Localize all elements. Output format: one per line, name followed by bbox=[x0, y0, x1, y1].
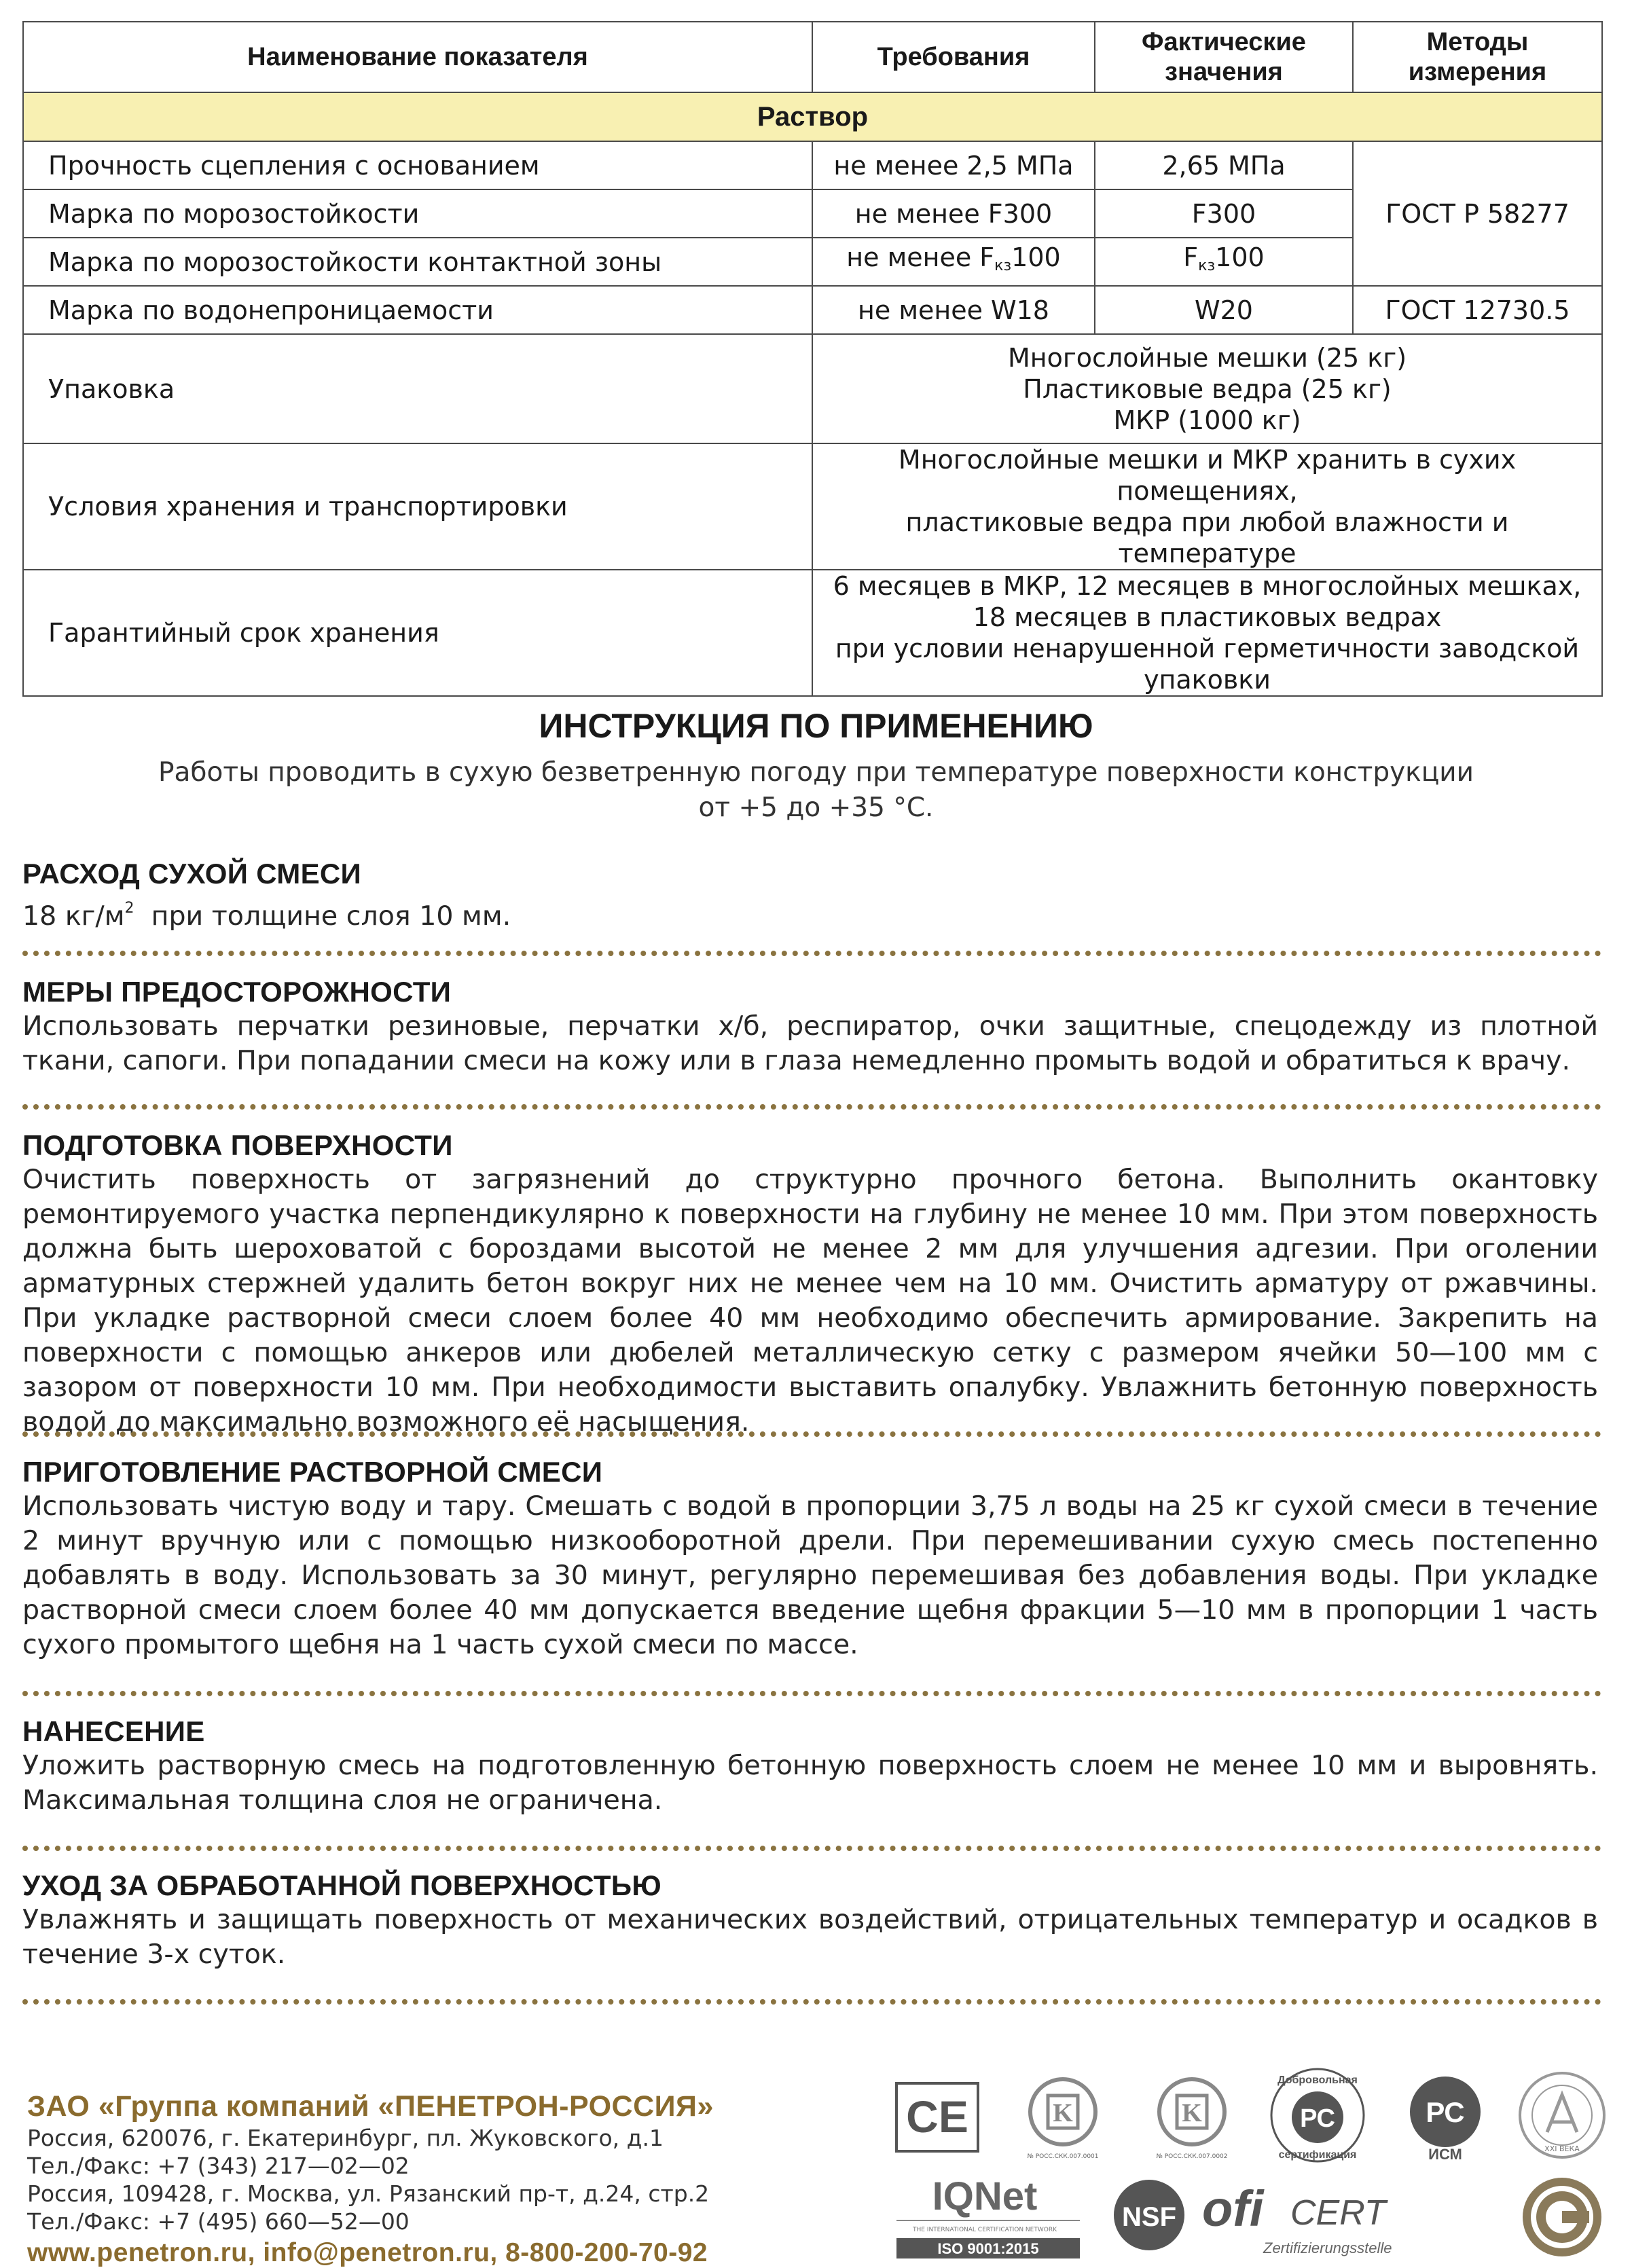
section-heading: МЕРЫ ПРЕДОСТОРОЖНОСТИ bbox=[22, 976, 452, 1008]
section-text: Использовать чистую воду и тару. Смешать с водой в пропорции 3,75 л воды на 25 кг сухой смеси в течение 2 минут вручную или с помощью низкооборотной дрели. При перемешивании сухую смесь постепенно добавлять в воду. Использовать за 30 минут, регулярно перемешивая без добавления воды. При укладке растворной смеси слоем более 40 мм допускается введение щебня фракции 5—10 мм в пропорции 1 часть сухого промытого щебня на 1 часть сухой смеси по массе. bbox=[22, 1490, 1598, 1660]
row-actual bbox=[1095, 238, 1353, 286]
ce-mark-icon bbox=[896, 2083, 978, 2151]
header-indicator: Наименование показателя bbox=[23, 22, 812, 92]
row-method-group: ГОСТ Р 58277 bbox=[1353, 141, 1602, 286]
phone-line: Тел./Факс: +7 (343) 217—02—02 bbox=[27, 2153, 410, 2179]
packaging-line: МКР (1000 кг) bbox=[1113, 405, 1301, 435]
section-heading: ПРИГОТОВЛЕНИЕ РАСТВОРНОЙ СМЕСИ bbox=[22, 1456, 603, 1488]
table-row-packaging bbox=[23, 334, 1602, 443]
warranty-line: 6 месяцев в МКР, 12 месяцев в многослойных мешках, bbox=[833, 571, 1582, 601]
oficert-sub: Zertifizierungsstelle bbox=[1263, 2239, 1392, 2256]
svg-text:K: K bbox=[1053, 2099, 1073, 2127]
section-surface bbox=[22, 1129, 1598, 1440]
cert-k-icon bbox=[1156, 2079, 1227, 2160]
spec-table bbox=[22, 21, 1603, 697]
section-heading: ПОДГОТОВКА ПОВЕРХНОСТИ bbox=[22, 1129, 453, 1161]
ism-icon bbox=[1410, 2077, 1481, 2163]
iqnet-icon bbox=[896, 2174, 1080, 2258]
row-name: Гарантийный срок хранения bbox=[23, 570, 812, 696]
svg-text:РС: РС bbox=[1300, 2104, 1335, 2133]
warranty-values bbox=[812, 570, 1602, 696]
section-heading: УХОД ЗА ОБРАБОТАННОЙ ПОВЕРХНОСТЬЮ bbox=[22, 1869, 661, 1901]
storage-values bbox=[812, 443, 1602, 570]
row-name: Марка по водонепроницаемости bbox=[23, 286, 812, 334]
section-precautions bbox=[22, 975, 1598, 1078]
row-name: Марка по морозостойкости bbox=[23, 189, 812, 238]
address-line: Россия, 109428, г. Москва, ул. Рязанский пр-т, д.24, стр.2 bbox=[27, 2180, 710, 2207]
section-text: Уложить растворную смесь на подготовленную бетонную поверхность слоем не менее 10 мм и выровнять. Максимальная толщина слоя не ограничена. bbox=[22, 1750, 1598, 1816]
intro-line: Работы проводить в сухую безветренную погоду при температуре поверхности конструкции bbox=[158, 757, 1474, 788]
fact-suffix: 100 bbox=[1215, 242, 1265, 272]
row-requirement: не менее F300 bbox=[812, 189, 1095, 238]
section-consumption bbox=[22, 857, 1598, 934]
cert-k-icon bbox=[1027, 2079, 1098, 2160]
iqnet-sub: THE INTERNATIONAL CERTIFICATION NETWORK bbox=[912, 2227, 1057, 2233]
section-title: Раствор bbox=[23, 92, 1602, 141]
nsf-text: NSF bbox=[1122, 2202, 1176, 2232]
gost-gear-icon bbox=[1523, 2178, 1601, 2256]
section-text: Увлажнять и защищать поверхность от механических воздействий, отрицательных температур и осадков в течение 3-х суток. bbox=[22, 1904, 1598, 1970]
row-name: Условия хранения и транспортировки bbox=[23, 443, 812, 570]
table-row-warranty bbox=[23, 570, 1602, 696]
iso-text: ISO 9001:2015 bbox=[937, 2240, 1039, 2257]
section-heading: НАНЕСЕНИЕ bbox=[22, 1715, 205, 1747]
iqnet-text: IQNet bbox=[932, 2174, 1038, 2218]
packaging-line: Многослойные мешки (25 кг) bbox=[1007, 342, 1407, 373]
ism-text: ИСМ bbox=[1428, 2146, 1462, 2163]
warranty-line: при условии ненарушенной герметичности заводской упаковки bbox=[835, 634, 1580, 695]
dotted-divider bbox=[22, 1104, 1601, 1110]
fact-prefix: F bbox=[1183, 242, 1199, 272]
svg-text:K: K bbox=[1182, 2099, 1202, 2127]
dotted-divider bbox=[22, 1846, 1601, 1851]
row-name: Упаковка bbox=[23, 334, 812, 443]
row-actual: W20 bbox=[1095, 286, 1353, 334]
row-name: Прочность сцепления с основанием bbox=[23, 141, 812, 189]
section-care bbox=[22, 1869, 1598, 1972]
storage-line: Многослойные мешки и МКР хранить в сухих помещениях, bbox=[898, 445, 1517, 506]
row-actual: F300 bbox=[1095, 189, 1353, 238]
ce-text: CE bbox=[906, 2091, 968, 2142]
req-prefix: не менее F bbox=[846, 242, 995, 272]
voluntary-top: Добровольная bbox=[1277, 2074, 1358, 2086]
warranty-line: 18 месяцев в пластиковых ведрах bbox=[973, 602, 1442, 632]
row-actual: 2,65 МПа bbox=[1095, 141, 1353, 189]
header-methods bbox=[1353, 22, 1602, 92]
section-row bbox=[23, 92, 1602, 141]
address-line: Россия, 620076, г. Екатеринбург, пл. Жуковского, д.1 bbox=[27, 2125, 664, 2151]
oficert-icon bbox=[1202, 2180, 1392, 2256]
instruction-intro bbox=[95, 755, 1537, 826]
voluntary-bottom: сертификация bbox=[1278, 2149, 1357, 2161]
dotted-divider bbox=[22, 951, 1601, 956]
cert-code: № РОСС.СКК.007.0001 bbox=[1027, 2153, 1099, 2160]
voluntary-cert-icon bbox=[1271, 2069, 1364, 2161]
consumption-value: 18 кг/м bbox=[22, 900, 125, 932]
table-row-storage bbox=[23, 443, 1602, 570]
consumption-tail: при толщине слоя 10 мм. bbox=[134, 900, 511, 932]
section-text: Использовать перчатки резиновые, перчатки х/б, респиратор, очки защитные, спецодежду из плотной ткани, сапоги. При попадании смеси на кожу или в глаза немедленно промыть водой и обратиться к врачу. bbox=[22, 1010, 1598, 1076]
storage-line: пластиковые ведра при любой влажности и температуре bbox=[905, 507, 1509, 568]
nsf-icon bbox=[1114, 2180, 1184, 2250]
row-requirement: не менее W18 bbox=[812, 286, 1095, 334]
dotted-divider bbox=[22, 1691, 1601, 1696]
oficert-cert: CERT bbox=[1290, 2193, 1386, 2233]
svg-text:РС: РС bbox=[1426, 2096, 1465, 2128]
row-requirement bbox=[812, 238, 1095, 286]
req-subscript: кз bbox=[994, 257, 1012, 274]
header-actual bbox=[1095, 22, 1353, 92]
header-actual-text: Фактические значения bbox=[1142, 28, 1306, 86]
certification-logos bbox=[883, 2064, 1616, 2261]
company-address bbox=[27, 2124, 709, 2235]
contacts-line: www.penetron.ru, info@penetron.ru, 8-800-200-70-92 bbox=[27, 2238, 708, 2267]
table-row bbox=[23, 141, 1602, 189]
row-method: ГОСТ 12730.5 bbox=[1353, 286, 1602, 334]
table-header-row bbox=[23, 22, 1602, 92]
company-name: ЗАО «Группа компаний «ПЕНЕТРОН-РОССИЯ» bbox=[27, 2090, 714, 2123]
quality-xxi-icon bbox=[1520, 2073, 1604, 2157]
dotted-divider bbox=[22, 1431, 1601, 1437]
section-mixing bbox=[22, 1455, 1598, 1662]
xxi-text: XXI ВЕКА bbox=[1544, 2144, 1580, 2153]
section-text: Очистить поверхность от загрязнений до структурно прочного бетона. Выполнить окантовку ремонтируемого участка перпендикулярно к поверхности на глубину не менее 10 мм. При этом поверхность должна быть шероховатой с бороздами высотой не менее 2 мм для улучшения адгезии. При оголении арматурных стержней удалить бетон вокруг них не менее чем на 10 мм. Очистить арматуру от ржавчины. При укладке растворной смеси слоем более 40 мм необходимо обеспечить армирование. Закрепить на поверхности с помощью анкеров или дюбелей металлическую сетку с размером ячейки 50—100 мм с зазором от поверхности 10 мм. При необходимости выставить опалубку. Увлажнить бетонную поверхность водой до максимально возможного её насыщения. bbox=[22, 1164, 1598, 1438]
cert-code: № РОСС.СКК.007.0002 bbox=[1156, 2153, 1228, 2160]
phone-line: Тел./Факс: +7 (495) 660—52—00 bbox=[27, 2208, 410, 2235]
section-heading: РАСХОД СУХОЙ СМЕСИ bbox=[22, 858, 362, 890]
row-name: Марка по морозостойкости контактной зоны bbox=[23, 238, 812, 286]
packaging-line: Пластиковые ведра (25 кг) bbox=[1023, 373, 1392, 404]
header-requirements: Требования bbox=[812, 22, 1095, 92]
dotted-divider bbox=[22, 1999, 1601, 2005]
packaging-values bbox=[812, 334, 1602, 443]
header-methods-text: Методы измерения bbox=[1408, 28, 1547, 86]
row-requirement: не менее 2,5 МПа bbox=[812, 141, 1095, 189]
fact-subscript: кз bbox=[1198, 257, 1216, 274]
table-row bbox=[23, 286, 1602, 334]
section-application bbox=[22, 1715, 1598, 1818]
req-suffix: 100 bbox=[1011, 242, 1061, 272]
intro-line: от +5 до +35 °С. bbox=[698, 792, 934, 823]
section-text bbox=[22, 891, 1598, 934]
superscript: 2 bbox=[124, 900, 134, 917]
instruction-title: ИНСТРУКЦИЯ ПО ПРИМЕНЕНИЮ bbox=[539, 707, 1093, 745]
oficert-ofi: ofi bbox=[1202, 2180, 1264, 2237]
